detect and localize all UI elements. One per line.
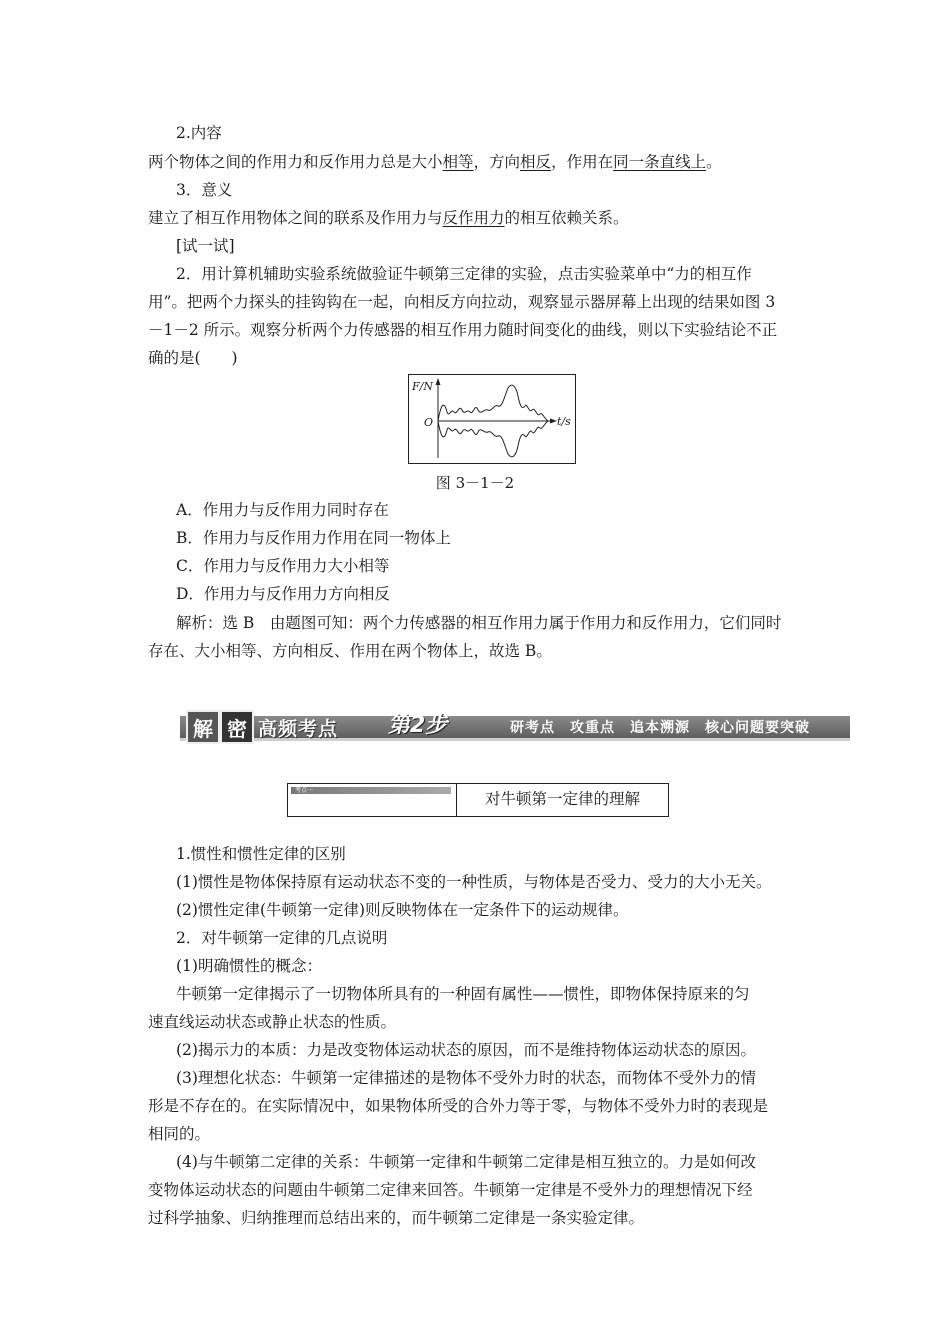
option-a: A．作用力与反作用力同时存在	[176, 501, 389, 519]
question-line: 2．用计算机辅助实验系统做验证牛顿第三定律的实验，点击实验菜单中“力的相互作	[176, 265, 752, 283]
kaodian-header	[287, 783, 669, 817]
option-c: C．作用力与反作用力大小相等	[176, 557, 390, 575]
banner-title: 高频考点	[258, 718, 339, 740]
body-line: (1)明确惯性的概念：	[176, 957, 322, 975]
banner-subtitle: 研考点 攻重点 追本溯源 核心问题要突破	[510, 720, 810, 736]
body-heading: 2．对牛顿第一定律的几点说明	[176, 929, 388, 947]
body-heading: 1.惯性和惯性定律的区别	[176, 845, 346, 863]
banner-step: 第2步	[388, 713, 448, 738]
answer-line: 存在、大小相等、方向相反、作用在两个物体上，故选 B。	[148, 642, 552, 660]
body-line: 相同的。	[148, 1125, 211, 1143]
text-segment: 建立了相互作用物体之间的联系及作用力与	[148, 209, 443, 227]
body-line: (4)与牛顿第二定律的关系：牛顿第一定律和牛顿第二定律是相互独立的。力是如何改	[176, 1153, 756, 1171]
text-segment: ，方向	[473, 153, 521, 171]
meaning-paragraph	[148, 207, 629, 229]
body-line: 过科学抽象、归纳推理而总结出来的，而牛顿第二定律是一条实验定律。	[148, 1209, 645, 1227]
banner-char-box: 密	[220, 710, 254, 744]
question-line: 确的是( )	[148, 349, 238, 367]
kaodian-tag: 考点一	[291, 787, 451, 794]
section-banner	[180, 706, 850, 746]
option-d: D．作用力与反作用力方向相反	[176, 585, 390, 603]
try-label: [试一试]	[176, 237, 235, 255]
underlined-answer: 反作用力	[442, 209, 505, 227]
meaning-heading: 3．意义	[176, 181, 233, 199]
text-segment: 。	[706, 153, 722, 171]
banner-char-box: 解	[186, 710, 220, 744]
body-line: (3)理想化状态：牛顿第一定律描述的是物体不受外力时的状态，而物体不受外力的情	[176, 1069, 756, 1087]
body-line: 变物体运动状态的问题由牛顿第二定律来回答。牛顿第一定律是不受外力的理想情况下经	[148, 1181, 753, 1199]
kaodian-title: 对牛顿第一定律的理解	[484, 790, 640, 808]
body-line: 牛顿第一定律揭示了一切物体所具有的一种固有属性——惯性，即物体保持原来的匀	[176, 985, 750, 1003]
text-segment: 的相互依赖关系。	[504, 209, 629, 227]
text-segment: ，作用在	[551, 153, 614, 171]
body-line: (1)惯性是物体保持原有运动状态不变的一种性质，与物体是否受力、受力的大小无关。	[176, 873, 772, 891]
underlined-answer: 同一条直线上	[613, 153, 707, 171]
text-segment: 两个物体之间的作用力和反作用力总是大小	[148, 153, 443, 171]
body-line: 形是不存在的。在实际情况中，如果物体所受的合外力等于零，与物体不受外力时的表现是	[148, 1097, 769, 1115]
content-heading: 2.内容	[176, 124, 222, 142]
force-time-graph	[408, 374, 576, 464]
option-b: B．作用力与反作用力作用在同一物体上	[176, 529, 451, 547]
figure-caption: 图 3－1－2	[435, 474, 515, 492]
body-line: (2)揭示力的本质：力是改变物体运动状态的原因，而不是维持物体运动状态的原因。	[176, 1041, 756, 1059]
question-line: 用”。把两个力探头的挂钩钩在一起，向相反方向拉动，观察显示器屏幕上出现的结果如图 3	[148, 293, 776, 311]
body-line: 速直线运动状态或静止状态的性质。	[148, 1013, 397, 1031]
underlined-answer: 相反	[520, 153, 552, 171]
y-axis-label: F/N	[412, 380, 433, 393]
content-paragraph	[148, 151, 722, 173]
underlined-answer: 相等	[442, 153, 474, 171]
answer-line: 解析：选 B 由题图可知：两个力传感器的相互作用力属于作用力和反作用力，它们同时	[176, 614, 782, 632]
question-line: －1－2 所示。观察分析两个力传感器的相互作用力随时间变化的曲线，则以下实验结论不正	[148, 321, 778, 339]
body-line: (2)惯性定律(牛顿第一定律)则反映物体在一定条件下的运动规律。	[176, 901, 629, 919]
origin-label: O	[424, 416, 434, 429]
kaodian-tag-cell	[288, 784, 457, 816]
x-axis-label: t/s	[557, 415, 571, 428]
